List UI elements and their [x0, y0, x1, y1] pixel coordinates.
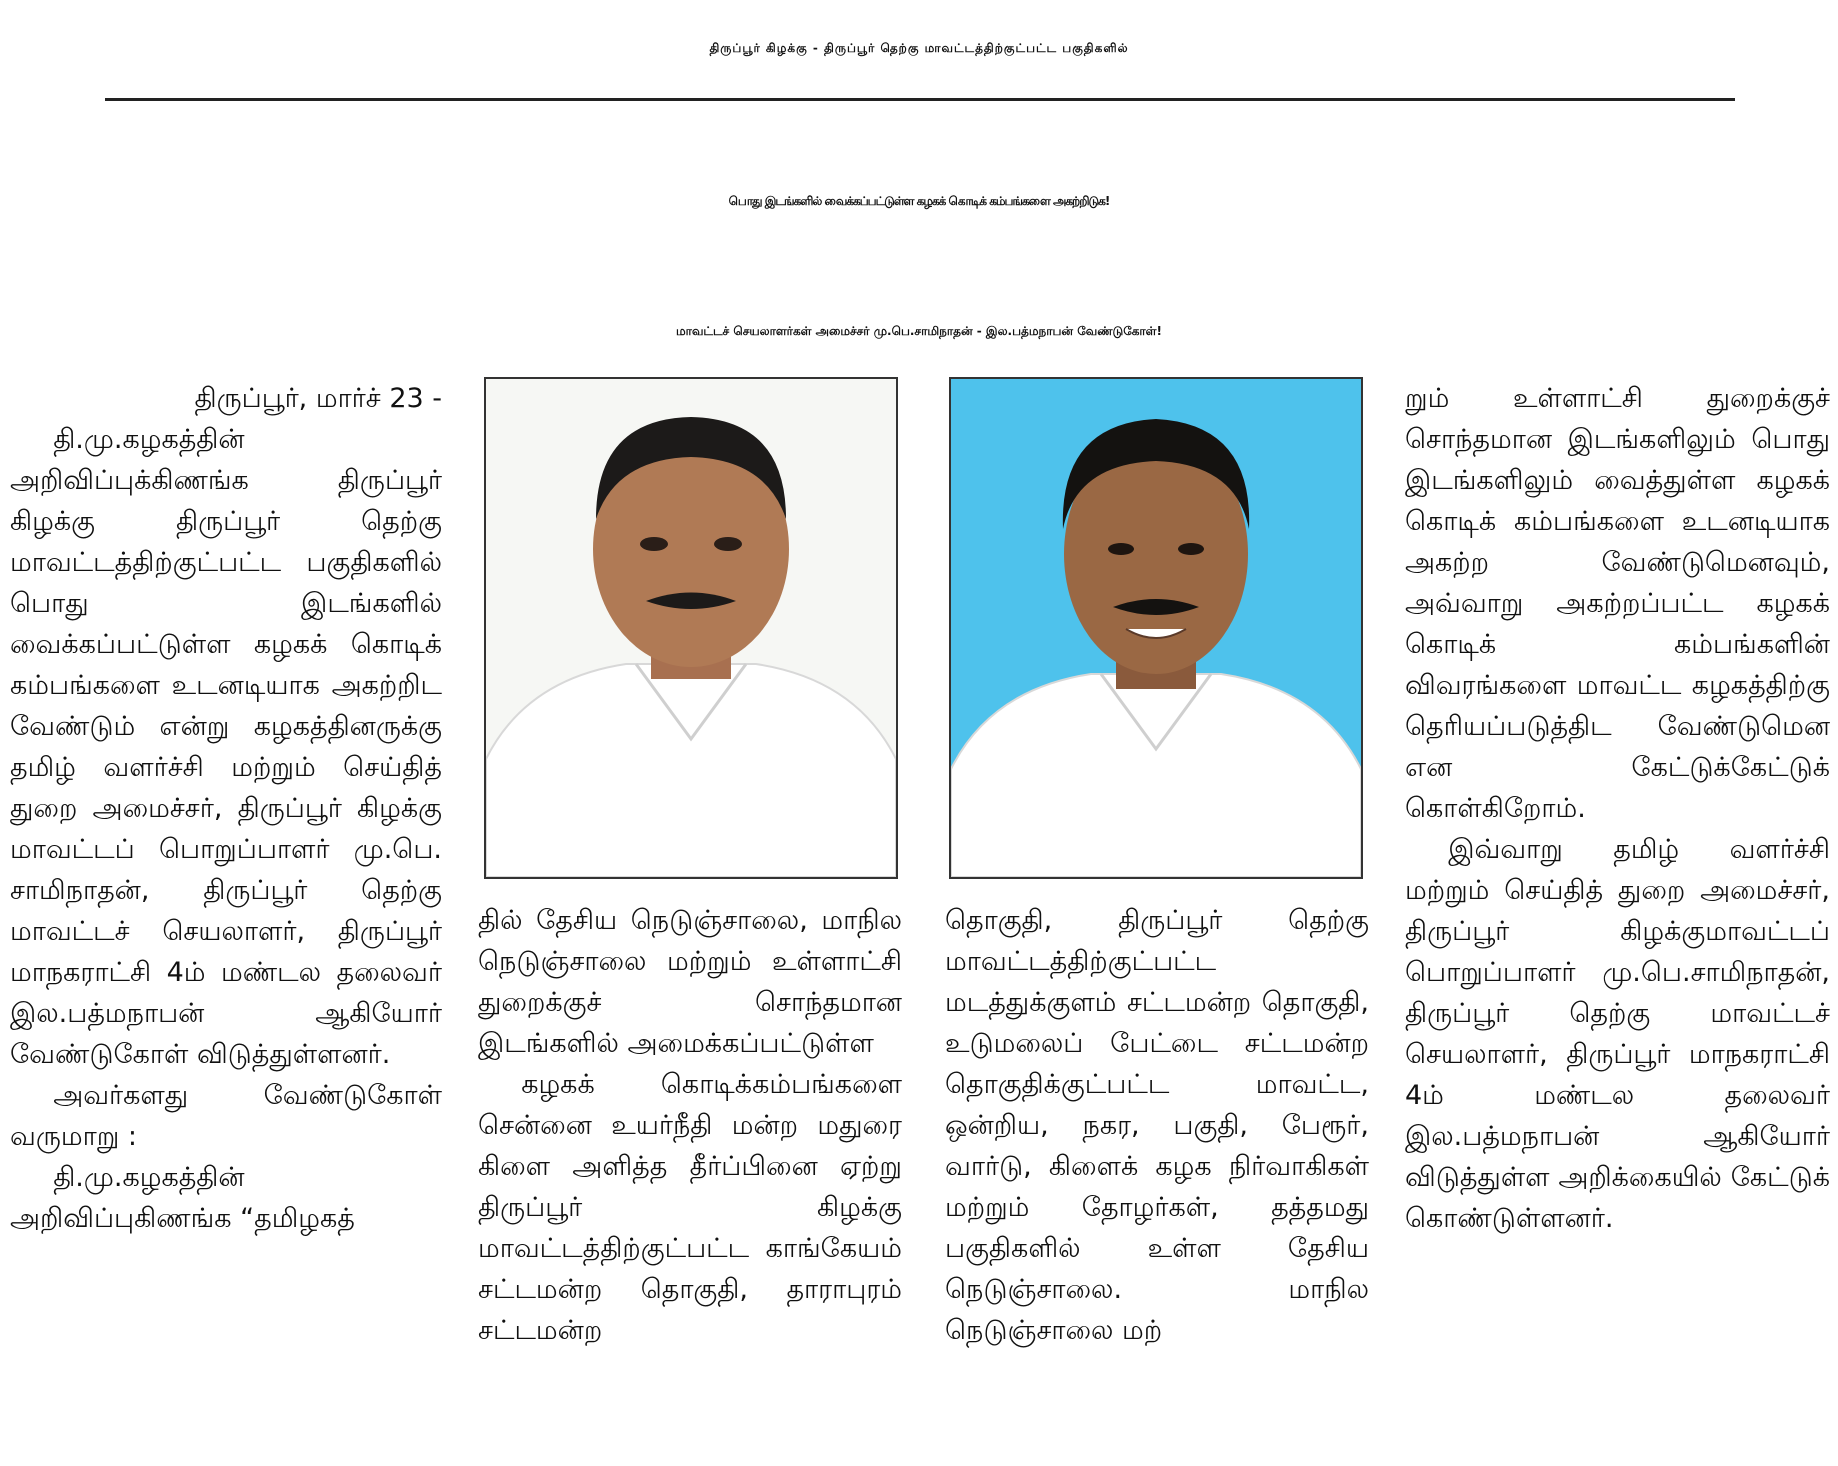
- paragraph: தில் தேசிய நெடுஞ்சாலை, மாநில நெடுஞ்சாலை மற்றும் உள்ளாட்சி துறைக்குச் சொந்தமான இடங்களில் அமைக்கப்பட்டுள்ள: [478, 905, 902, 1059]
- article-column-3: [945, 900, 1369, 1460]
- portrait-photo-pathmanaban: [949, 377, 1363, 879]
- dateline: திருப்பூர், மார்ச் 23 -: [194, 383, 442, 414]
- main-headline: பொது இடங்களில் வைக்கப்பட்டுள்ள கழகக் கொடிக் கம்பங்களை அகற்றிடுக!: [728, 194, 1110, 208]
- divider-rule: [105, 98, 1735, 101]
- article-column-2: [478, 900, 902, 1460]
- paragraph: றும் உள்ளாட்சி துறைக்குச் சொந்தமான இடங்களிலும் பொது இடங்களிலும் வைத்துள்ள கழகக் கொடிக் கம்பங்களை உடனடியாக அகற்ற வேண்டுமெனவும், அவ்வாறு அகற்றப்பட்ட கழகக் கொடிக் கம்பங்களின் விவரங்களை மாவட்ட கழகத்திற்கு தெரியப்படுத்திட வேண்டுமென என கேட்டுக்கேட்டுக் கொள்கிறோம்.: [1405, 383, 1830, 824]
- portrait-illustration: [951, 379, 1361, 877]
- paragraph: தி.மு.கழகத்தின் அறிவிப்புகிணங்க “தமிழகத்: [10, 1162, 355, 1234]
- sub-headline: மாவட்டச் செயலாளர்கள் அமைச்சர் மு.பெ.சாமிநாதன் - இல.பத்மநாபன் வேண்டுகோள்!: [676, 324, 1162, 338]
- paragraph: அவர்களது வேண்டுகோள் வருமாறு :: [10, 1080, 442, 1152]
- paragraph: கழகக் கொடிக்கம்பங்களை சென்னை உயர்நீதி மன்ற மதுரை கிளை அளித்த தீர்ப்பினை ஏற்று திருப்பூர் கிழக்கு மாவட்டத்திற்குட்பட்ட காங்கேயம் சட்டமன்ற தொகுதி, தாராபுரம் சட்டமன்ற: [478, 1069, 902, 1346]
- paragraph: தொகுதி, திருப்பூர் தெற்கு மாவட்டத்திற்குட்பட்ட மடத்துக்குளம் சட்டமன்ற தொகுதி, உடுமலைப் பேட்டை சட்டமன்ற தொகுதிக்குட்பட்ட மாவட்ட, ஒன்றிய, நகர, பகுதி, பேரூர், வார்டு, கிளைக் கழக நிர்வாகிகள் மற்றும் தோழர்கள், தத்தமது பகுதிகளில் உள்ள தேசிய நெடுஞ்சாலை. மாநில நெடுஞ்சாலை மற்: [945, 905, 1369, 1346]
- article-column-4: [1405, 378, 1830, 1458]
- article-column-1: [10, 378, 442, 1458]
- portrait-photo-saminathan: [484, 377, 898, 879]
- kicker-headline: திருப்பூர் கிழக்கு - திருப்பூர் தெற்கு மாவட்டத்திற்குட்பட்ட பகுதிகளில்: [709, 41, 1129, 55]
- paragraph: தி.மு.கழகத்தின் அறிவிப்புக்கிணங்க திருப்பூர் கிழக்கு திருப்பூர் தெற்கு மாவட்டத்திற்குட்பட்ட பகுதிகளில் பொது இடங்களில் வைக்கப்பட்டுள்ள கழகக் கொடிக் கம்பங்களை உடனடியாக அகற்றிட வேண்டும் என்று கழகத்தினருக்கு தமிழ் வளர்ச்சி மற்றும் செய்தித் துறை அமைச்சர், திருப்பூர் கிழக்கு மாவட்டப் பொறுப்பாளர் மு.பெ. சாமிநாதன், திருப்பூர் தெற்கு மாவட்டச் செயலாளர், திருப்பூர் மாநகராட்சி 4ம் மண்டல தலைவர் இல.பத்மநாபன் ஆகியோர் வேண்டுகோள் விடுத்துள்ளனர்.: [10, 424, 442, 1070]
- paragraph: இவ்வாறு தமிழ் வளர்ச்சி மற்றும் செய்தித் துறை அமைச்சர், திருப்பூர் கிழக்குமாவட்டப் பொறுப்பாளர் மு.பெ.சாமிநாதன், திருப்பூர் தெற்கு மாவட்டச் செயலாளர், திருப்பூர் மாநகராட்சி 4ம் மண்டல தலைவர் இல.பத்மநாபன் ஆகியோர் விடுத்துள்ள அறிக்கையில் கேட்டுக் கொண்டுள்ளனர்.: [1405, 834, 1830, 1234]
- portrait-illustration: [486, 379, 896, 877]
